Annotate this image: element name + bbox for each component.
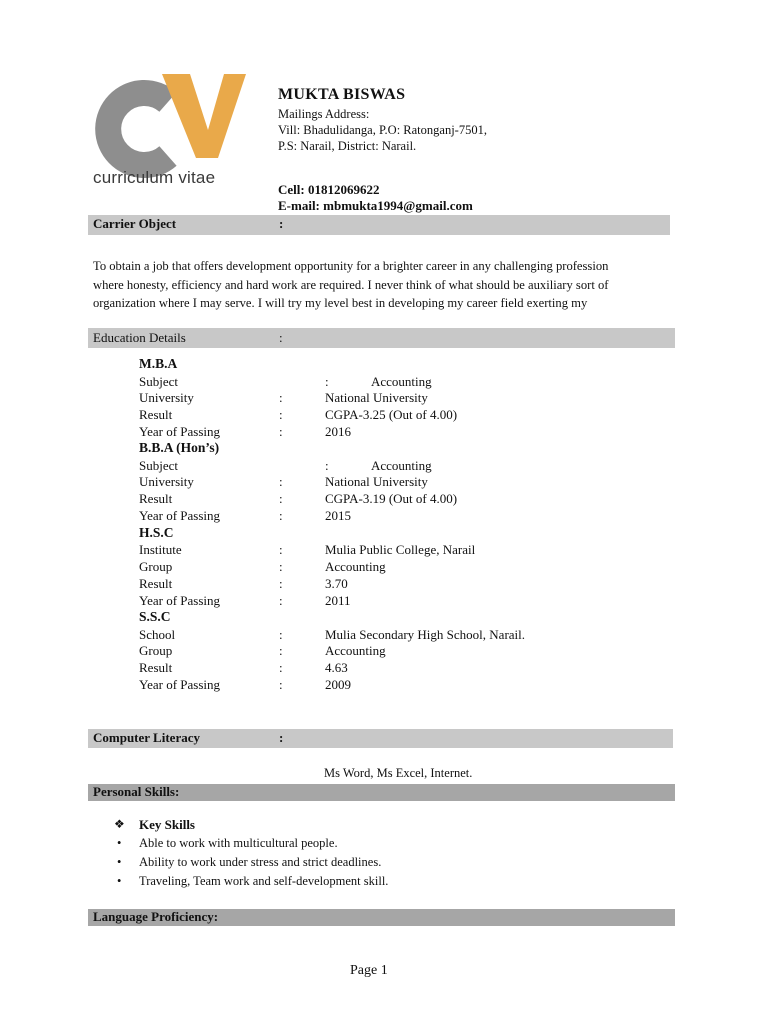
row-sep: : <box>279 407 283 422</box>
bullet-icon: • <box>117 836 122 850</box>
bullet-icon: • <box>117 874 122 888</box>
row-label: Result <box>139 660 173 675</box>
address-label: Mailings Address: <box>278 107 370 121</box>
row-value: 2009 <box>325 677 351 692</box>
row-sep: : <box>279 491 283 506</box>
row-sep: : <box>279 593 283 608</box>
row-value: Accounting <box>371 374 432 389</box>
page-number: Page 1 <box>350 963 388 978</box>
row-sep: : <box>279 576 283 591</box>
row-value: 3.70 <box>325 576 348 591</box>
logo-caption: curriculum vitae <box>93 168 216 187</box>
address-line-1: Vill: Bhadulidanga, P.O: Ratonganj-7501, <box>278 123 487 137</box>
row-value: CGPA-3.25 (Out of 4.00) <box>325 407 458 422</box>
row-label: Year of Passing <box>139 424 221 439</box>
education-heading: Education Details <box>93 330 186 345</box>
row-sep: : <box>325 374 329 389</box>
row-value: Accounting <box>325 643 386 658</box>
cell-number: Cell: 01812069622 <box>278 182 380 197</box>
bullet-icon: • <box>117 855 122 869</box>
row-value: Accounting <box>325 559 386 574</box>
key-skills-label: Key Skills <box>139 817 195 832</box>
degree-title: H.S.C <box>139 525 174 540</box>
row-sep: : <box>279 627 283 642</box>
row-label: Institute <box>139 542 182 557</box>
row-label: Group <box>139 643 173 658</box>
row-label: School <box>139 627 176 642</box>
address-line-2: P.S: Narail, District: Narail. <box>278 139 417 153</box>
row-value: CGPA-3.19 (Out of 4.00) <box>325 491 458 506</box>
degree-title: S.S.C <box>139 609 171 624</box>
row-value: 4.63 <box>325 660 348 675</box>
carrier-object-heading: Carrier Object <box>93 216 177 231</box>
language-heading: Language Proficiency: <box>93 909 219 924</box>
row-sep: : <box>279 660 283 675</box>
candidate-name: MUKTA BISWAS <box>278 86 406 103</box>
computer-literacy-heading: Computer Literacy <box>93 730 200 745</box>
row-value: Mulia Secondary High School, Narail. <box>325 627 526 642</box>
email-address: E-mail: mbmukta1994@gmail.com <box>278 198 473 213</box>
row-value: 2015 <box>325 508 351 523</box>
row-label: Year of Passing <box>139 508 221 523</box>
degree-title: B.B.A (Hon’s) <box>139 440 220 455</box>
row-label: Year of Passing <box>139 593 221 608</box>
carrier-object-colon: : <box>279 216 284 231</box>
row-sep: : <box>279 474 283 489</box>
row-label: Result <box>139 576 173 591</box>
row-sep: : <box>279 559 283 574</box>
row-value: Mulia Public College, Narail <box>325 542 476 557</box>
row-label: University <box>139 474 194 489</box>
skill-item: Traveling, Team work and self-development skill. <box>139 874 389 888</box>
diamond-bullet-icon: ❖ <box>114 817 125 831</box>
skill-item: Able to work with multicultural people. <box>139 836 338 850</box>
row-label: Subject <box>139 374 178 389</box>
row-label: Group <box>139 559 173 574</box>
degree-title: M.B.A <box>139 356 178 371</box>
computer-literacy-value: Ms Word, Ms Excel, Internet. <box>324 766 473 780</box>
row-label: University <box>139 390 194 405</box>
carrier-object-text: To obtain a job that offers development opportunity for a brighter career in any challenging profession where honesty, efficiency and hard work are required. I never think of what should be auxiliary sort of organization where I may serve. I will try my level best in developing my career field exerting my <box>93 259 609 310</box>
row-sep: : <box>279 424 283 439</box>
skill-item: Ability to work under stress and strict deadlines. <box>139 855 382 869</box>
row-sep: : <box>279 677 283 692</box>
row-value: National University <box>325 474 428 489</box>
row-value: 2016 <box>325 424 351 439</box>
computer-literacy-colon: : <box>279 730 284 745</box>
row-sep: : <box>279 390 283 405</box>
personal-skills-heading: Personal Skills: <box>93 784 180 799</box>
row-label: Year of Passing <box>139 677 221 692</box>
row-value: 2011 <box>325 593 351 608</box>
row-sep: : <box>279 542 283 557</box>
education-colon: : <box>279 330 283 345</box>
row-sep: : <box>279 508 283 523</box>
row-value: National University <box>325 390 428 405</box>
row-label: Result <box>139 407 173 422</box>
row-label: Result <box>139 491 173 506</box>
row-sep: : <box>279 643 283 658</box>
row-sep: : <box>325 458 329 473</box>
row-value: Accounting <box>371 458 432 473</box>
row-label: Subject <box>139 458 178 473</box>
